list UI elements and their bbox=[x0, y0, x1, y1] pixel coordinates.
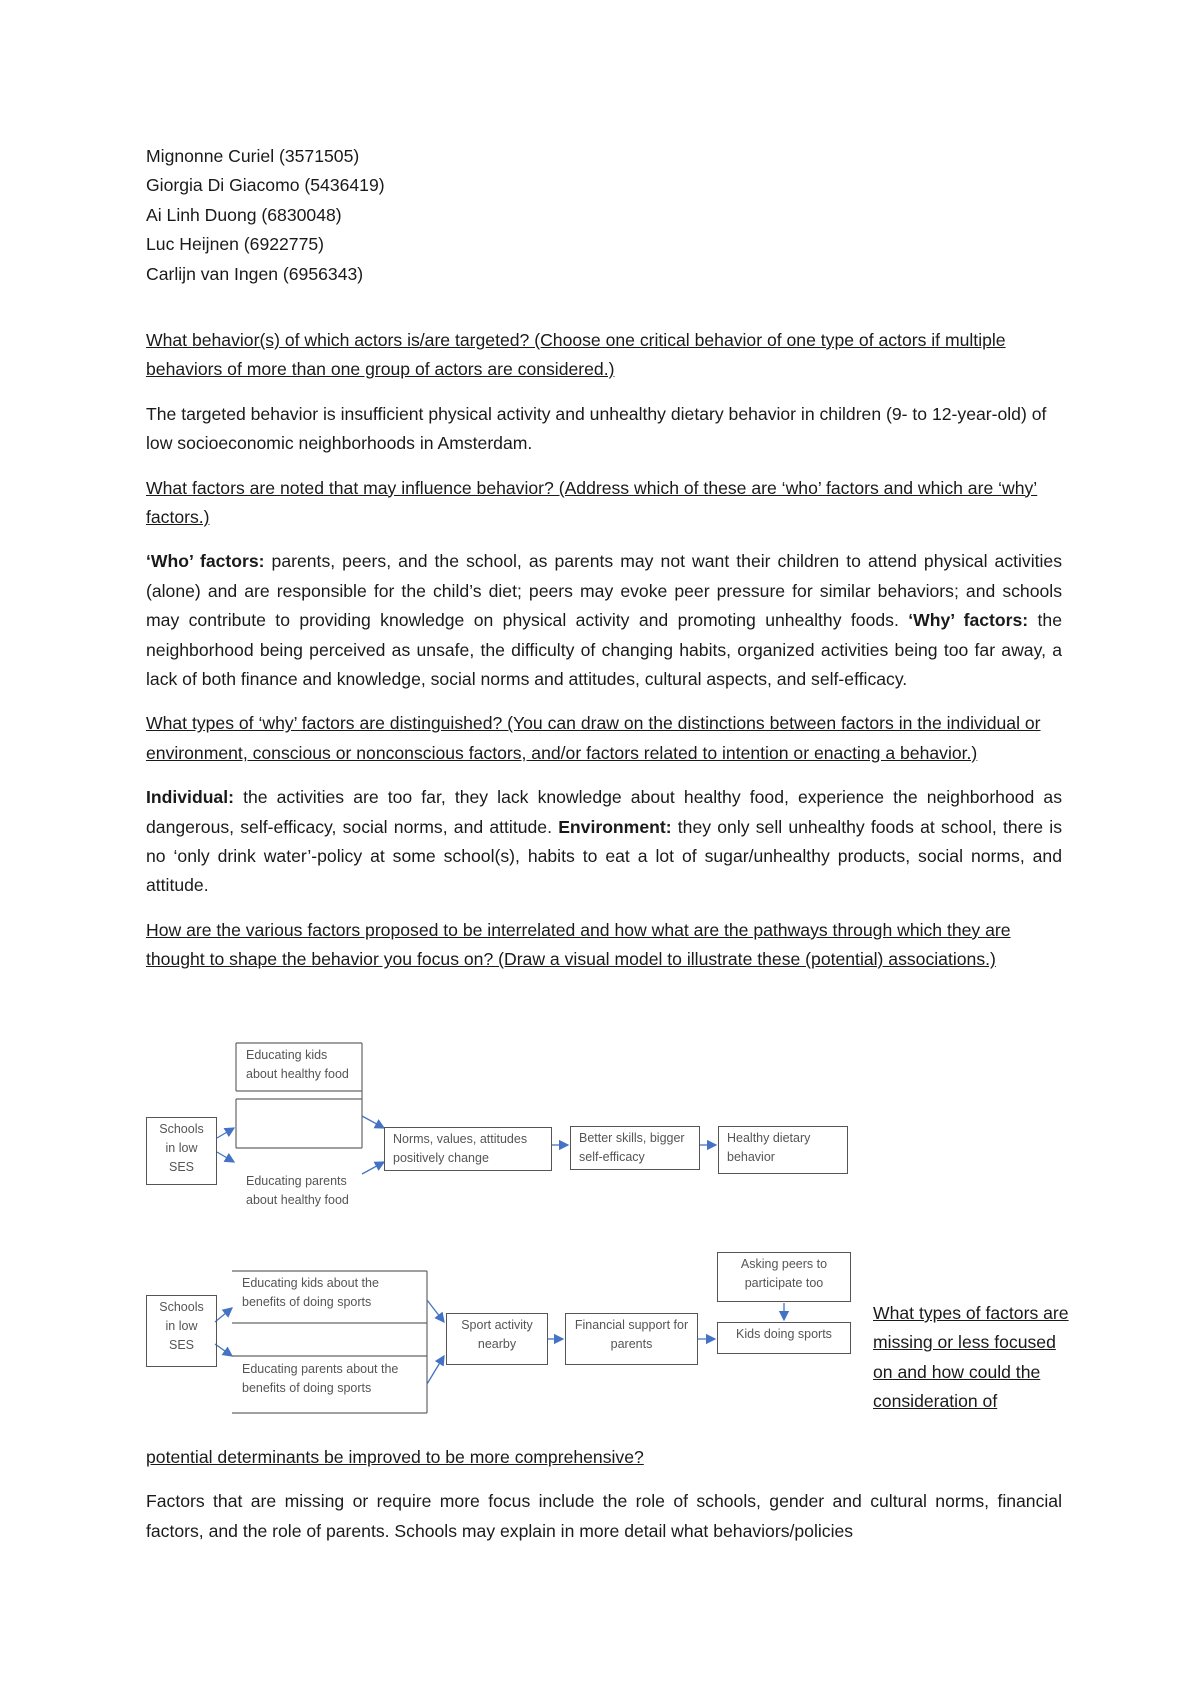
who-factors-label: ‘Who’ factors: bbox=[146, 551, 265, 572]
answer-2 bbox=[146, 547, 1062, 694]
educating-parents-box: Educating parents about the benefits of doing sports bbox=[242, 1362, 399, 1395]
kids-sports-box: Kids doing sports bbox=[717, 1322, 851, 1354]
individual-label: Individual: bbox=[146, 787, 234, 808]
question-4: How are the various factors proposed to be interrelated and how what are the pathways through which they are thought to shape the behavior you focus on? (Draw a visual model to illustrate these (potential) associations.) bbox=[146, 919, 1011, 970]
question-2: What factors are noted that may influence behavior? (Address which of these are ‘who’ factors and which are ‘why’ factors.) bbox=[146, 477, 1038, 527]
why-factors-text: the neighborhood being perceived as unsafe, the difficulty of changing habits, organized activities being too far away, a lack of both finance and knowledge, social norms and attitudes, cultural aspects, and self-efficacy. bbox=[146, 610, 1062, 690]
answer-3 bbox=[146, 783, 1062, 901]
author-name: Mignonne Curiel (3571505) bbox=[146, 146, 360, 166]
question-3: What types of ‘why’ factors are distinguished? (You can draw on the distinctions between factors in the individual or environment, conscious or nonconscious factors, and/or factors related to intention or enacting a behavior.) bbox=[146, 713, 1041, 763]
norms-box: Norms, values, attitudes positively change bbox=[384, 1127, 552, 1171]
author-name: Ai Linh Duong (6830048) bbox=[146, 204, 342, 225]
author-list bbox=[146, 142, 1062, 289]
why-factors-label: ‘Why’ factors: bbox=[908, 610, 1029, 631]
educating-kids-box: Educating kids about the benefits of doing sports bbox=[242, 1276, 379, 1309]
author-name: Carlijn van Ingen (6956343) bbox=[146, 263, 364, 284]
skills-box: Better skills, bigger self-efficacy bbox=[570, 1126, 700, 1170]
individual-text: the activities are too far, they lack knowledge about healthy food, experience the neighborhood as dangerous, self-efficacy, social norms, and attitude. bbox=[146, 787, 1062, 837]
question-5-end: potential determinants be improved to be more comprehensive? bbox=[146, 1447, 644, 1467]
who-factors-text: parents, peers, and the school, as parents may not want their children to attend physical activities (alone) and are responsible for the child’s diet; peers may evoke peer pressure for similar behaviors; and schools may contribute to providing knowledge on physical activity and promoting unhealthy foods. bbox=[146, 551, 1063, 631]
educating-kids-box: Educating kids about healthy food bbox=[246, 1048, 349, 1081]
arrow bbox=[217, 1128, 234, 1138]
environment-text: they only sell unhealthy foods at school, there is no ‘only drink water’-policy at some school(s), habits to eat a lot of sugar/unhealthy products, social norms, and attitude. bbox=[146, 816, 1063, 896]
educating-parents-box: Educating parents about healthy food bbox=[246, 1174, 349, 1207]
environment-label: Environment: bbox=[558, 816, 672, 837]
peers-box: Asking peers to participate too bbox=[717, 1252, 851, 1302]
question-5-start: What types of factors are missing or less focused on and how could the consideration of bbox=[873, 1303, 1069, 1412]
answer-5: Factors that are missing or require more focus include the role of schools, gender and cultural norms, financial factors, and the role of parents. Schools may explain in more detail what behaviors/policies bbox=[146, 1491, 1062, 1541]
document-body bbox=[146, 142, 1062, 975]
outcome-box: Healthy dietary behavior bbox=[718, 1126, 848, 1174]
arrow bbox=[215, 1344, 232, 1356]
arrow bbox=[215, 1308, 232, 1322]
sport-nearby-box: Sport activity nearby bbox=[446, 1313, 548, 1365]
schools-box: Schools in low SES bbox=[146, 1295, 217, 1367]
document-continuation bbox=[146, 1443, 1062, 1561]
arrow bbox=[362, 1116, 384, 1128]
arrow bbox=[362, 1162, 384, 1174]
author-name: Luc Heijnen (6922775) bbox=[146, 234, 325, 255]
schools-box: Schools in low SES bbox=[146, 1117, 217, 1185]
arrow bbox=[427, 1356, 444, 1384]
arrow bbox=[217, 1152, 234, 1162]
author-name: Giorgia Di Giacomo (5436419) bbox=[146, 175, 385, 196]
question-1: What behavior(s) of which actors is/are targeted? (Choose one critical behavior of one type of actors if multiple behaviors of more than one group of actors are considered.) bbox=[146, 329, 1006, 380]
financial-support-box: Financial support for parents bbox=[565, 1313, 698, 1365]
arrow bbox=[427, 1300, 444, 1322]
answer-1: The targeted behavior is insufficient physical activity and unhealthy dietary behavior in children (9- to 12-year-old) of low socioeconomic neighborhoods in Amsterdam. bbox=[146, 403, 1047, 454]
